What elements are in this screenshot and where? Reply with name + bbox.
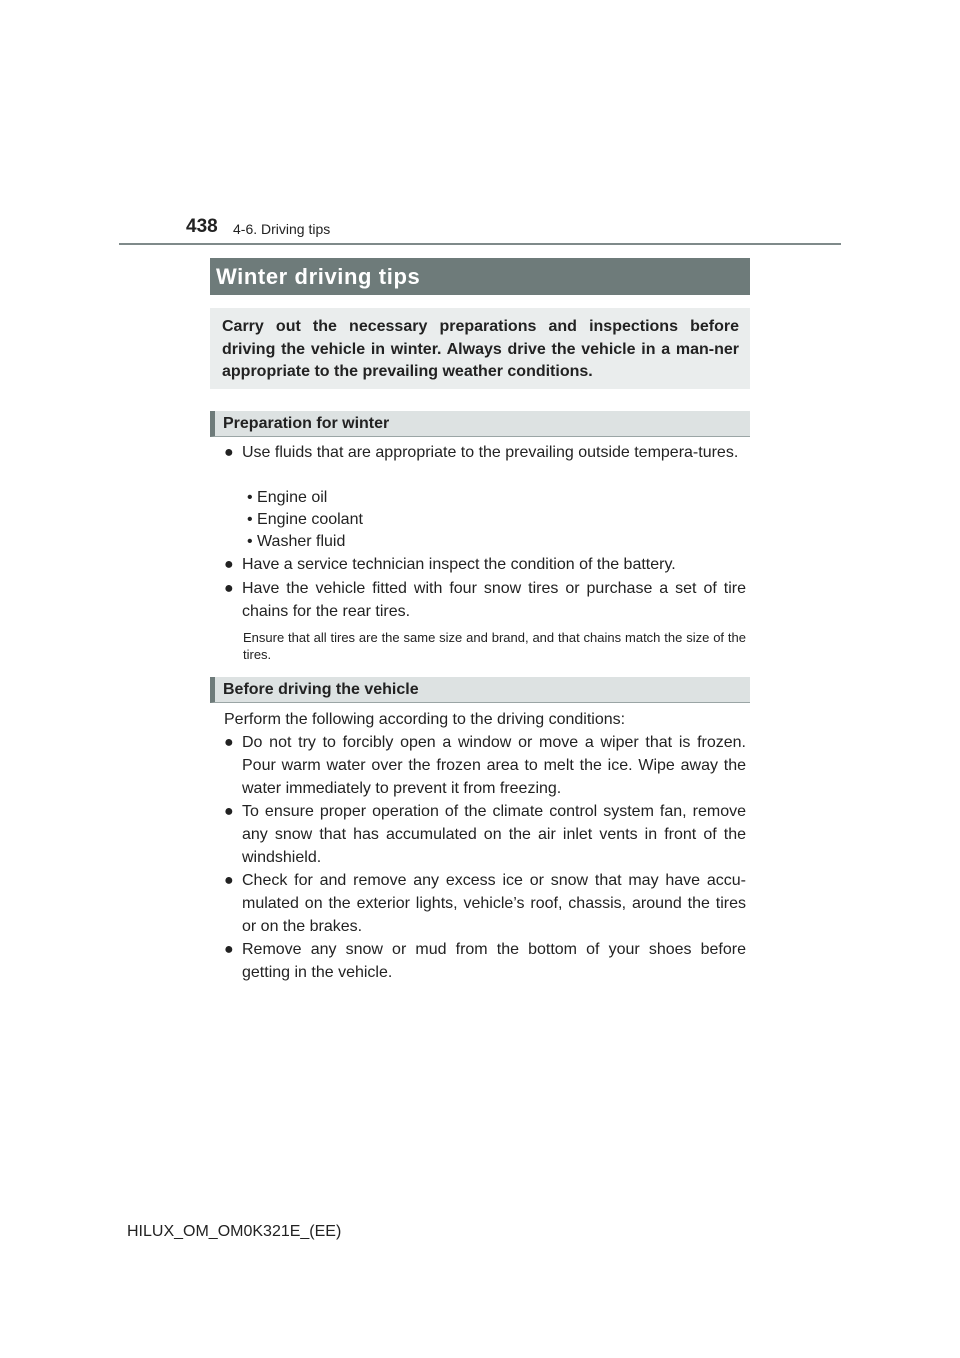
section-label: 4-6. Driving tips bbox=[233, 221, 331, 237]
bullet-item bbox=[224, 442, 746, 465]
bullet-text: Use fluids that are appropriate to the prevailing outside tempera-tures. bbox=[242, 444, 739, 461]
sub-item: • Washer fluid bbox=[247, 533, 346, 550]
subheading-preparation-label: Preparation for winter bbox=[223, 414, 390, 432]
bullet-dot-icon: ● bbox=[224, 734, 234, 751]
bullet-item bbox=[224, 578, 746, 624]
bullet-text: Have a service technician inspect the condition of the battery. bbox=[242, 556, 676, 573]
sub-item: • Engine oil bbox=[247, 489, 328, 506]
header-rule bbox=[119, 243, 841, 245]
bullet-text: To ensure proper operation of the climate control system fan, remove any snow that has accumulated on the air inlet vents in front of the windshield. bbox=[242, 803, 746, 866]
bullet-item bbox=[224, 939, 746, 985]
bullet-dot-icon: ● bbox=[224, 941, 234, 958]
bullet-text: Have the vehicle fitted with four snow tires or purchase a set of tire chains for the rear tires. bbox=[242, 580, 746, 620]
bullet-dot-icon: ● bbox=[224, 556, 234, 573]
bullet-item bbox=[224, 554, 746, 577]
bullet-item bbox=[224, 801, 746, 869]
bullet-item bbox=[224, 732, 746, 800]
subheading-preparation bbox=[210, 411, 750, 437]
bullet-dot-icon: ● bbox=[224, 872, 234, 889]
subheading-before-driving-label: Before driving the vehicle bbox=[223, 680, 419, 698]
title-bar bbox=[210, 258, 750, 295]
bullet-item bbox=[224, 870, 746, 938]
bullet-dot-icon: ● bbox=[224, 580, 234, 597]
bullet-text: Remove any snow or mud from the bottom of your shoes before getting in the vehicle. bbox=[242, 941, 746, 981]
subheading-before-driving bbox=[210, 677, 750, 703]
bullet-text: Do not try to forcibly open a window or move a wiper that is frozen. Pour warm water over the frozen area to melt the ice. Wipe away the water immediately to prevent it from freezing. bbox=[242, 734, 746, 797]
sub-item: • Engine coolant bbox=[247, 511, 363, 528]
bullet-dot-icon: ● bbox=[224, 444, 234, 461]
page-number: 438 bbox=[186, 216, 218, 237]
footer-code: HILUX_OM_OM0K321E_(EE) bbox=[127, 1223, 342, 1240]
page-title: Winter driving tips bbox=[216, 263, 421, 289]
note-text: Ensure that all tires are the same size and brand, and that chains match the size of the tires. bbox=[243, 630, 746, 662]
bullet-text: Check for and remove any excess ice or snow that may have accu-mulated on the exterior lights, vehicle’s roof, chassis, around the tires or on the brakes. bbox=[242, 872, 746, 935]
lead-text: Perform the following according to the driving conditions: bbox=[224, 711, 626, 728]
intro-text: Carry out the necessary preparations and inspections before driving the vehicle in winter. Always drive the vehicle in a man-ner appropriate to the prevailing weather conditions. bbox=[222, 318, 739, 380]
bullet-dot-icon: ● bbox=[224, 803, 234, 820]
intro-box bbox=[210, 308, 750, 389]
